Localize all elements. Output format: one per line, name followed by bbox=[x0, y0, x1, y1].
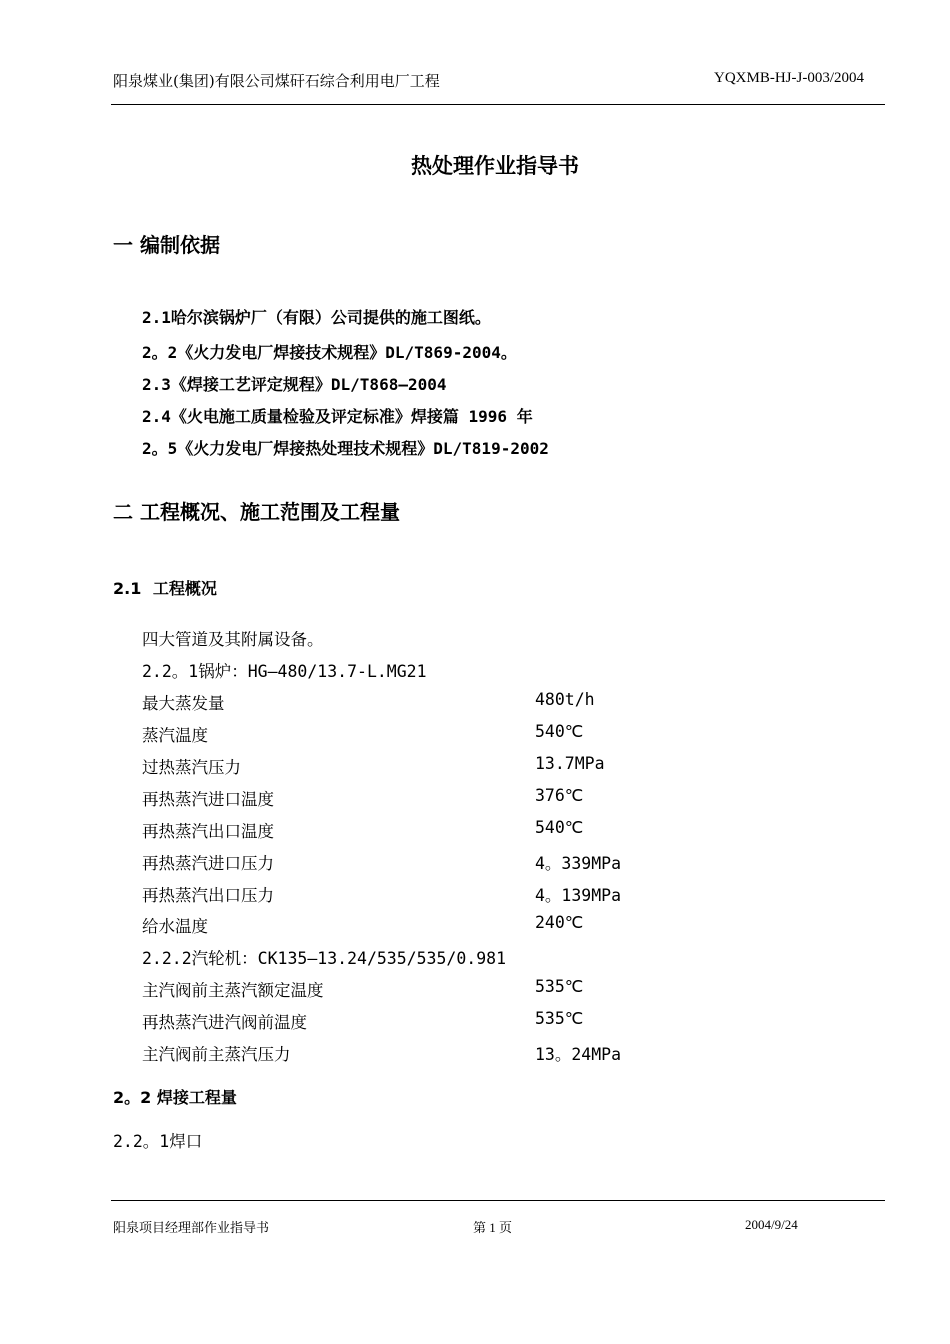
section-heading-basis: 一 编制依据 bbox=[113, 233, 220, 257]
overview-intro: 四大管道及其附属设备。 bbox=[142, 630, 324, 649]
spec-value: 240℃ bbox=[535, 913, 584, 932]
subsection-heading-overview bbox=[113, 576, 217, 599]
spec-label: 再热蒸汽进汽阀前温度 bbox=[142, 1013, 307, 1032]
spec-value: 13。24MPa bbox=[535, 1045, 622, 1064]
spec-value: 480t/h bbox=[535, 690, 595, 709]
spec-label: 再热蒸汽进口压力 bbox=[142, 854, 274, 873]
footer-divider bbox=[111, 1200, 885, 1201]
spec-label: 再热蒸汽出口压力 bbox=[142, 886, 274, 905]
spec-value: 535℃ bbox=[535, 977, 584, 996]
spec-value: 540℃ bbox=[535, 818, 584, 837]
reference-item: 2.3《焊接工艺评定规程》DL/T868—2004 bbox=[142, 375, 447, 394]
spec-label: 给水温度 bbox=[142, 917, 208, 936]
spec-value: 535℃ bbox=[535, 1009, 584, 1028]
subsection-number: 2.1 bbox=[113, 579, 142, 598]
reference-item: 2。5《火力发电厂焊接热处理技术规程》DL/T819-2002 bbox=[142, 439, 549, 458]
subsection-title: 工程概况 bbox=[152, 579, 217, 598]
spec-value: 4。139MPa bbox=[535, 886, 622, 905]
reference-item: 2.4《火电施工质量检验及评定标准》焊接篇 1996 年 bbox=[142, 407, 533, 426]
weld-joint-item: 2.2。1焊口 bbox=[113, 1132, 203, 1151]
header-doc-code: YQXMB-HJ-J-003/2004 bbox=[714, 70, 864, 86]
boiler-model-line: 2.2。1锅炉：HG—480/13.7-L.MG21 bbox=[142, 662, 427, 681]
spec-label: 主汽阀前主蒸汽压力 bbox=[142, 1045, 291, 1064]
spec-label: 最大蒸发量 bbox=[142, 694, 225, 713]
spec-value: 376℃ bbox=[535, 786, 584, 805]
spec-label: 主汽阀前主蒸汽额定温度 bbox=[142, 981, 324, 1000]
section-heading-overview: 二 工程概况、施工范围及工程量 bbox=[113, 500, 400, 524]
subsection-heading-welding: 2。2 焊接工程量 bbox=[113, 1088, 237, 1107]
reference-item: 2.1哈尔滨锅炉厂（有限）公司提供的施工图纸。 bbox=[142, 308, 491, 327]
spec-label: 再热蒸汽进口温度 bbox=[142, 790, 274, 809]
spec-value: 13.7MPa bbox=[535, 754, 605, 773]
page-number: 第 1 页 bbox=[473, 1220, 513, 1235]
header-divider bbox=[111, 104, 885, 105]
spec-label: 过热蒸汽压力 bbox=[142, 758, 241, 777]
spec-value: 4。339MPa bbox=[535, 854, 622, 873]
spec-value: 540℃ bbox=[535, 722, 584, 741]
document-title: 热处理作业指导书 bbox=[411, 154, 579, 178]
header-company: 阳泉煤业(集团)有限公司煤矸石综合利用电厂工程 bbox=[113, 72, 440, 90]
reference-item: 2。2《火力发电厂焊接技术规程》DL/T869-2004。 bbox=[142, 343, 517, 362]
footer-date: 2004/9/24 bbox=[745, 1217, 798, 1232]
turbine-model-line: 2.2.2汽轮机：CK135—13.24/535/535/0.981 bbox=[142, 949, 507, 968]
spec-label: 蒸汽温度 bbox=[142, 726, 208, 745]
spec-label: 再热蒸汽出口温度 bbox=[142, 822, 274, 841]
footer-left: 阳泉项目经理部作业指导书 bbox=[113, 1221, 270, 1236]
